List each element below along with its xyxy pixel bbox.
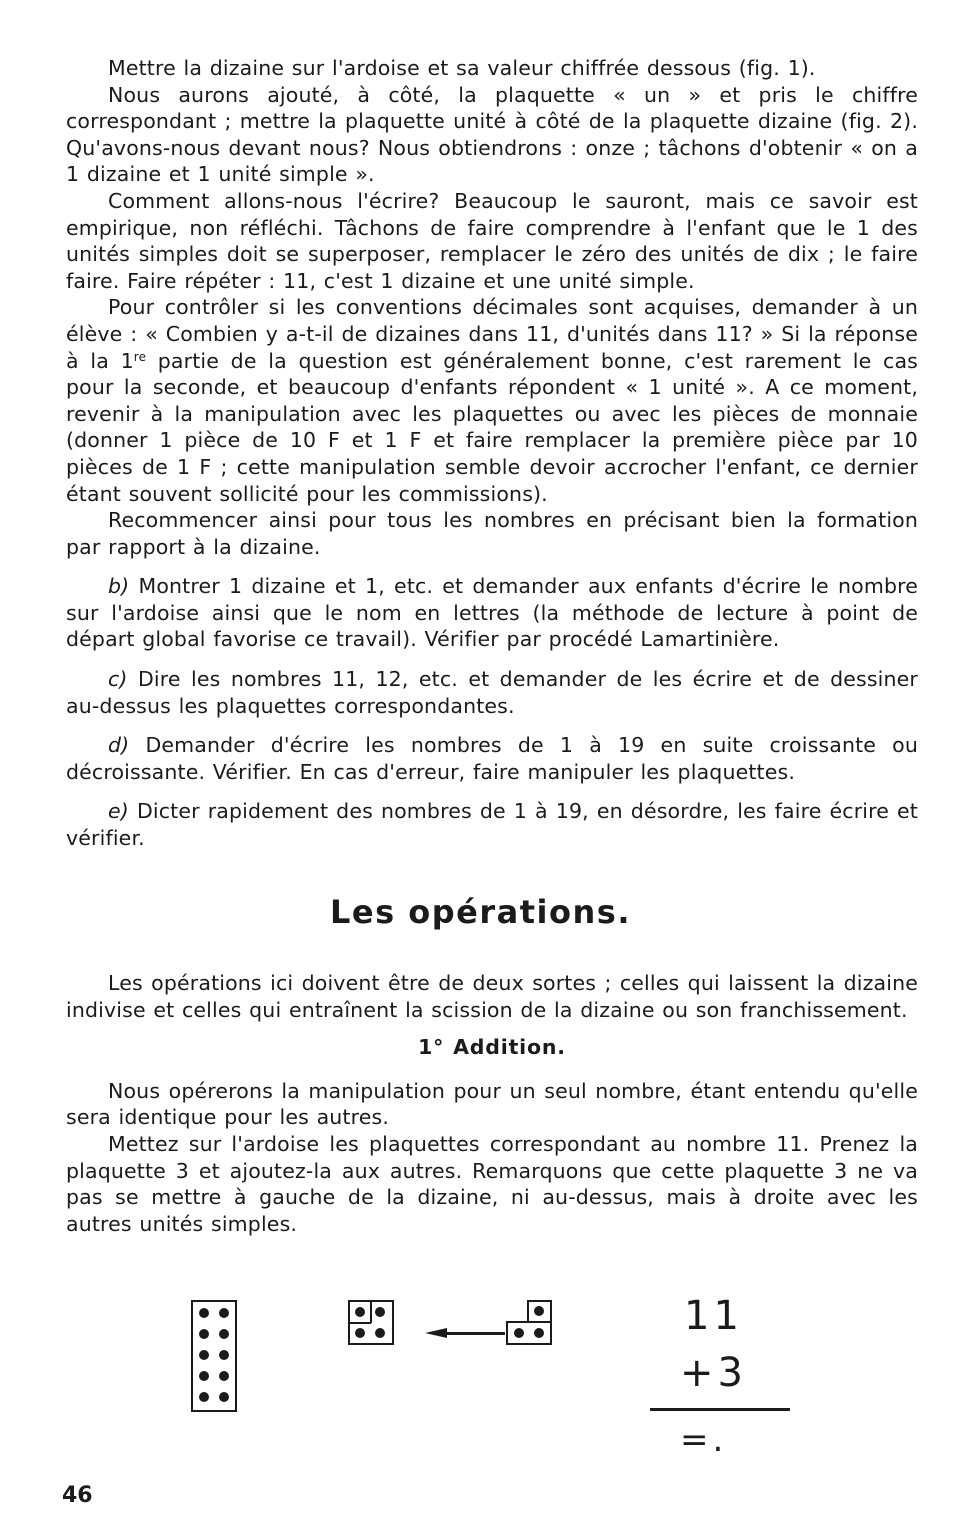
tile-quatre <box>348 1300 394 1345</box>
tile-dot <box>219 1308 229 1318</box>
item-e-letter: e) <box>108 799 129 824</box>
operations-text <box>66 970 918 1237</box>
tile-dot <box>355 1307 365 1317</box>
main-text <box>66 55 918 852</box>
item-b-text: Montrer 1 dizaine et 1, etc. et demander aux enfants d'écrire le nombre sur l'ardoise ainsi que le nom en lettres (la méthode de lecture à point de départ global favorise ce travail). Vérifier par procédé Lamartinière. <box>66 574 918 652</box>
paragraph-recommencer: Recommencer ainsi pour tous les nombres en précisant bien la formation par rapport à la dizaine. <box>66 508 918 559</box>
subsection-title: 1° Addition. <box>418 1035 566 1060</box>
tile-dot <box>219 1392 229 1402</box>
item-b <box>66 573 918 653</box>
tile-trois-bottom <box>506 1321 552 1345</box>
calc-result: =. <box>680 1420 728 1460</box>
tile-divider <box>350 1322 371 1324</box>
operations-intro: Les opérations ici doivent être de deux sortes ; celles qui laissent la dizaine indivise et celles qui entraînent la scission de la dizaine ou son franchissement. <box>66 971 918 1022</box>
arrow-left-icon <box>425 1328 447 1338</box>
paragraph-conventions <box>66 294 918 507</box>
tile-dot <box>375 1328 385 1338</box>
calc-top-number: 11 <box>684 1293 743 1339</box>
tile-dot <box>199 1350 209 1360</box>
item-d-letter: d) <box>108 733 130 758</box>
item-c <box>66 666 918 719</box>
addition-figure <box>0 1290 961 1460</box>
item-c-letter: c) <box>108 667 128 692</box>
tile-dot <box>199 1329 209 1339</box>
tile-dot <box>355 1328 365 1338</box>
tile-dizaine <box>191 1300 237 1412</box>
item-e <box>66 798 918 851</box>
paragraph-ecrire: Comment allons-nous l'écrire? Beaucoup le sauront, mais ce savoir est empirique, non réfléchi. Tâchons de faire comprendre à l'enfant que le 1 des unités simples doit se superposer, remplacer le zéro des unités de dix ; le faire faire. Faire répéter : 11, c'est 1 dizaine et une unité simple. <box>66 188 918 293</box>
section-title: Les opérations. <box>330 893 631 931</box>
superscript-re: re <box>133 349 147 364</box>
tile-dot <box>514 1328 524 1338</box>
item-d-text: Demander d'écrire les nombres de 1 à 19 en suite croissante ou décroissante. Vérifier. En cas d'erreur, faire manipuler les plaquettes. <box>66 733 918 784</box>
item-c-text: Dire les nombres 11, 12, etc. et demander de les écrire et de dessiner au-dessus les plaquettes correspondantes. <box>66 667 918 718</box>
calc-add-number: +3 <box>680 1350 747 1396</box>
item-b-letter: b) <box>108 574 130 599</box>
tile-divider <box>370 1302 372 1323</box>
item-e-text: Dicter rapidement des nombres de 1 à 19, en désordre, les faire écrire et vérifier. <box>66 799 918 851</box>
paragraph-conventions-part1: Pour contrôler si les conventions décimales sont acquises, demander à un élève : « Combien y a-t-il de dizaines dans 11, d'unités dans 11? » Si la réponse à la 1 <box>66 295 918 373</box>
addition-paragraph-2: Mettez sur l'ardoise les plaquettes correspondant au nombre 11. Prenez la plaquette 3 et ajoutez-la aux autres. Remarquons que cette plaquette 3 ne va pas se mettre à gauche de la dizaine, ni au-dessus, mais à droite avec les autres unités simples. <box>66 1131 918 1236</box>
tile-dot <box>375 1307 385 1317</box>
tile-dot <box>219 1329 229 1339</box>
paragraph-conventions-part2: partie de la question est généralement bonne, c'est rarement le cas pour la seconde, et beaucoup d'enfants répondent « 1 unité ». A ce moment, revenir à la manipulation avec les plaquettes ou avec les pièces de monnaie (donner 1 pièce de 10 F et 1 F et faire remplacer la première pièce par 10 pièces de 1 F ; cette manipulation semble devoir accrocher l'enfant, ce dernier étant souvent sollicité pour les commissions). <box>66 348 918 506</box>
addition-paragraph-1: Nous opérerons la manipulation pour un seul nombre, étant entendu qu'elle sera identique pour les autres. <box>66 1078 918 1130</box>
item-d <box>66 732 918 785</box>
tile-dot <box>199 1392 209 1402</box>
tile-dot <box>199 1308 209 1318</box>
page-number: 46 <box>62 1483 93 1508</box>
arrow-shaft <box>445 1332 505 1335</box>
paragraph-plaquette-un: Nous aurons ajouté, à côté, la plaquette « un » et pris le chiffre correspondant ; mettre la plaquette unité à côté de la plaquette dizaine (fig. 2). Qu'avons-nous devant nous? Nous obtiendrons : onze ; tâchons d'obtenir « on a 1 dizaine et 1 unité simple ». <box>66 82 918 187</box>
tile-dot <box>534 1306 544 1316</box>
tile-dot <box>219 1350 229 1360</box>
tile-dot <box>199 1371 209 1381</box>
tile-dot <box>534 1328 544 1338</box>
tile-trois <box>506 1300 552 1345</box>
calc-rule <box>650 1408 790 1411</box>
paragraph-dizaine-ardoise: Mettre la dizaine sur l'ardoise et sa valeur chiffrée dessous (fig. 1). <box>108 56 816 80</box>
tile-dot <box>219 1371 229 1381</box>
